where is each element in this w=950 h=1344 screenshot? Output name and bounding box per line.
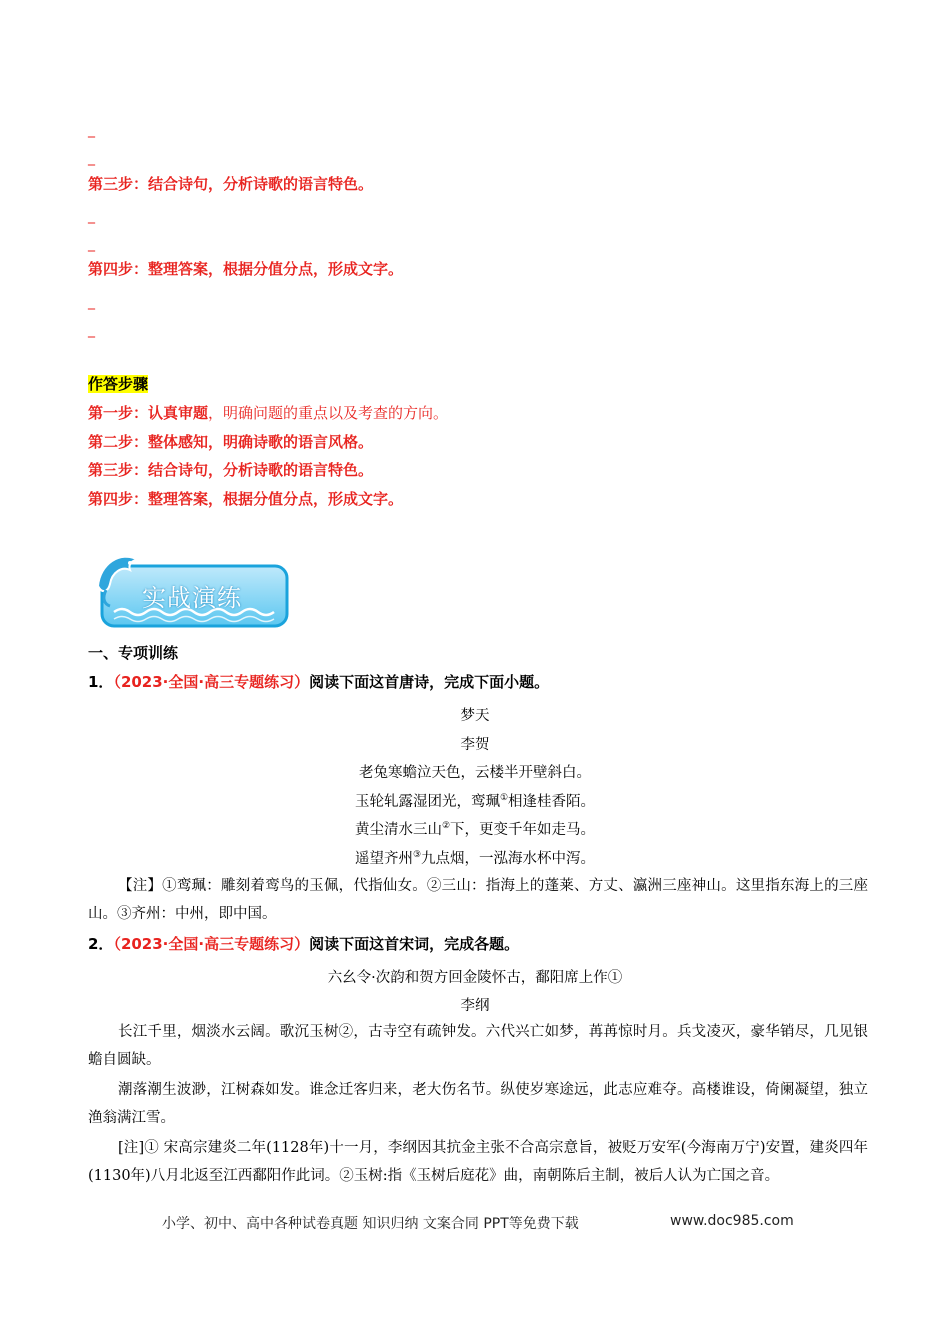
question-2-prompt: 阅读下面这首宋词，完成各题。	[309, 935, 520, 953]
poem-2-author: 李纲	[460, 998, 490, 1014]
question-1-source: （2023·全国·高三专题练习）	[113, 673, 310, 691]
placeholder-dash: _	[88, 122, 95, 138]
poem-1-line-4-b: 九点烟，一泓海水杯中泻。	[421, 851, 596, 867]
placeholder-dash: _	[88, 294, 95, 310]
poem-1-note: 【注】①鸾珮：雕刻着鸾鸟的玉佩，代指仙女。②三山：指海上的蓬莱、方丈、瀛洲三座神山。这里指东海上的三座山。③齐州：中州，即中国。	[88, 878, 868, 922]
poem-1-line-3-a: 黄尘清水三山	[354, 822, 442, 838]
question-1-number: 1．	[88, 673, 114, 691]
answer-step-1	[88, 403, 448, 423]
poem-1-line-3-b: 下，更变千年如走马。	[450, 822, 596, 838]
poem-1-line-3	[0, 818, 950, 839]
banner-label: 实战演练	[142, 584, 242, 612]
answer-steps-heading	[88, 374, 148, 394]
note-marker: ②	[441, 821, 451, 832]
answer-step-4: 第四步：整理答案，根据分值分点，形成文字。	[88, 490, 404, 508]
top-step-4: 第四步：整理答案，根据分值分点，形成文字。	[88, 260, 404, 278]
answer-step-1-rest: ，明确问题的重点以及考查的方向。	[208, 404, 449, 422]
poem-2-title: 六幺令·次韵和贺方回金陵怀古，鄱阳席上作①	[327, 970, 623, 986]
answer-step-1-bold: 第一步：认真审题	[88, 404, 209, 422]
footer-url[interactable]: www.doc985.com	[670, 1213, 794, 1229]
poem-1-line-2-b: 相逢桂香陌。	[508, 794, 596, 810]
poem-1-line-2-a: 玉轮轧露湿团光，鸾珮	[354, 794, 500, 810]
footer-text: 小学、初中、高中各种试卷真题 知识归纳 文案合同 PPT等免费下载	[162, 1216, 579, 1232]
poem-1-line-1: 老兔寒蟾泣天色，云楼半开壁斜白。	[359, 765, 591, 781]
question-1-header	[88, 672, 549, 692]
poem-1-author: 李贺	[460, 737, 490, 753]
question-1-prompt: 阅读下面这首唐诗，完成下面小题。	[309, 673, 550, 691]
placeholder-dash: _	[88, 150, 95, 166]
poem-2-stanza-1: 长江千里，烟淡水云阔。歌沉玉树②，古寺空有疏钟发。六代兴亡如梦，苒苒惊时月。兵戈凌灭，豪华销尽，几见银蟾自圆缺。	[88, 1024, 868, 1068]
practice-banner	[92, 546, 292, 630]
question-2-source: （2023·全国·高三专题练习）	[113, 935, 310, 953]
poem-1-line-4	[0, 847, 950, 868]
poem-1-line-2	[0, 790, 950, 811]
poem-1-line-4-a: 遥望齐州	[354, 851, 413, 867]
section-title: 一、专项训练	[88, 644, 179, 662]
question-2-header	[88, 934, 519, 954]
top-step-3: 第三步：结合诗句，分析诗歌的语言特色。	[88, 175, 374, 193]
placeholder-dash: _	[88, 236, 95, 252]
answer-step-3: 第三步：结合诗句，分析诗歌的语言特色。	[88, 461, 374, 479]
question-2-number: 2．	[88, 935, 114, 953]
poem-1-title: 梦天	[460, 708, 490, 724]
placeholder-dash: _	[88, 208, 95, 224]
answer-steps-heading-text: 作答步骤	[88, 375, 149, 393]
placeholder-dash: _	[88, 322, 95, 338]
answer-step-2: 第二步：整体感知，明确诗歌的语言风格。	[88, 433, 374, 451]
poem-2-note: [注]① 宋高宗建炎二年(1128年)十一月，李纲因其抗金主张不合高宗意旨，被贬万安军(今海南万宁)安置，建炎四年(1130年)八月北返至江西鄱阳作此词。②玉树:指《玉树后庭花》曲，南朝陈后主制，被后人认为亡国之音。	[88, 1140, 868, 1184]
note-marker: ①	[499, 793, 509, 804]
poem-2-stanza-2: 潮落潮生波渺，江树森如发。谁念迁客归来，老大伤名节。纵使岁寒途远，此志应难夺。高楼谁设，倚阑凝望，独立渔翁满江雪。	[88, 1082, 868, 1126]
note-marker: ③	[412, 850, 422, 861]
